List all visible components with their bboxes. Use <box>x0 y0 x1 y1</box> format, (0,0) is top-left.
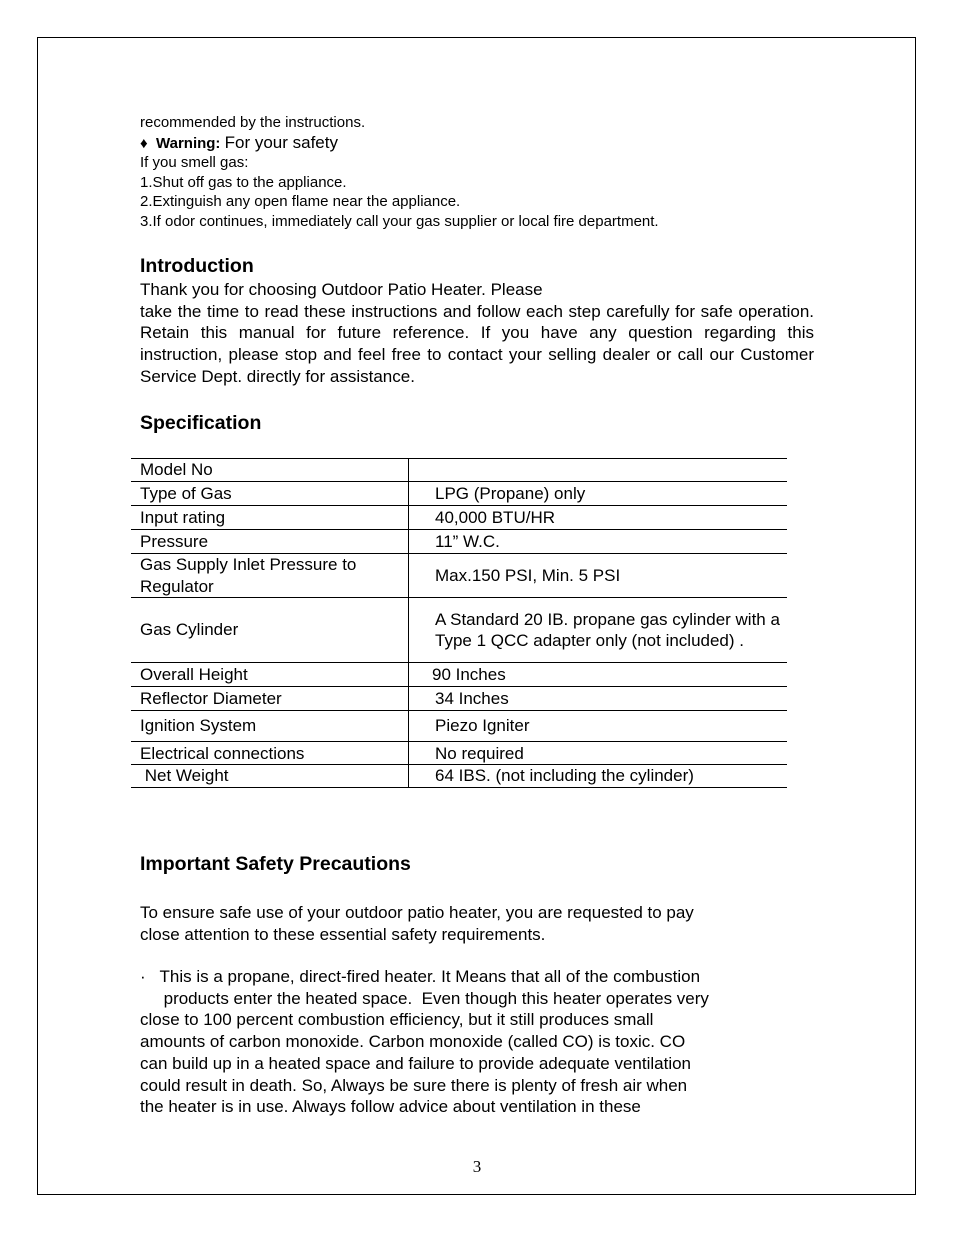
table-row <box>131 482 787 506</box>
safety-line: products enter the heated space. Even though this heater operates very <box>140 988 709 1008</box>
safety-intro-line: close attention to these essential safety requirements. <box>140 924 546 944</box>
spec-label: Reflector Diameter <box>131 687 409 711</box>
safety-line: · This is a propane, direct-fired heater. It Means that all of the combustion <box>140 967 701 986</box>
spec-label: Model No <box>131 459 409 482</box>
table-row <box>131 598 787 663</box>
spec-label: Gas Supply Inlet Pressure to Regulator <box>131 554 409 598</box>
step-2: 2.Extinguish any open flame near the appliance. <box>140 193 461 210</box>
spec-label: Pressure <box>131 530 409 554</box>
step-3: 3.If odor continues, immediately call your gas supplier or local fire department. <box>140 212 659 230</box>
table-row <box>131 765 787 788</box>
step-1: 1.Shut off gas to the appliance. <box>140 173 347 191</box>
introduction-body <box>140 279 814 388</box>
safety-intro-line: To ensure safe use of your outdoor patio heater, you are requested to pay <box>140 903 694 922</box>
diamond-bullet-icon: ♦ <box>140 134 148 152</box>
safety-line: can build up in a heated space and failure to provide adequate ventilation <box>140 1053 692 1073</box>
spec-value: No required <box>409 742 788 765</box>
spec-value: LPG (Propane) only <box>409 482 788 506</box>
spec-label: Net Weight <box>131 765 409 788</box>
safety-line: the heater is in use. Always follow advice about ventilation in these <box>140 1097 641 1117</box>
table-row <box>131 663 787 687</box>
warning-text: For your safety <box>224 132 338 152</box>
safety-line: close to 100 percent combustion efficiency, but it still produces small <box>140 1010 654 1030</box>
introduction-paragraph: take the time to read these instructions and follow each step carefully for safe operation. Retain this manual for future reference. If you have any question regarding this instruction, please stop and feel free to contact your selling dealer or call our Customer Service Dept. directly for assistance. <box>140 301 814 386</box>
introduction-heading: Introduction <box>140 255 254 277</box>
safety-line: could result in death. So, Always be sure there is plenty of fresh air when <box>140 1075 688 1095</box>
spec-value: 34 Inches <box>409 687 788 711</box>
spec-value: 11” W.C. <box>409 530 788 554</box>
spec-value <box>409 459 788 482</box>
warning-label: Warning: <box>156 134 221 152</box>
spec-value: A Standard 20 IB. propane gas cylinder with a Type 1 QCC adapter only (not included) . <box>409 598 788 663</box>
spec-label: Gas Cylinder <box>131 598 409 663</box>
gas-warning-notes <box>140 113 814 231</box>
warning-line <box>140 133 814 154</box>
spec-value: 90 Inches <box>409 663 788 687</box>
table-row <box>131 711 787 742</box>
spec-value: Piezo Igniter <box>409 711 788 742</box>
spec-label: Ignition System <box>131 711 409 742</box>
safety-heading: Important Safety Precautions <box>140 853 411 875</box>
smell-gas-line: If you smell gas: <box>140 154 249 171</box>
introduction-line: Thank you for choosing Outdoor Patio Heater. Please <box>140 280 543 299</box>
specification-heading: Specification <box>140 412 262 434</box>
safety-intro <box>140 902 814 945</box>
table-row <box>131 742 787 765</box>
spec-label: Input rating <box>131 506 409 530</box>
safety-line: amounts of carbon monoxide. Carbon monoxide (called CO) is toxic. CO <box>140 1032 686 1052</box>
table-row <box>131 459 787 482</box>
spec-label: Overall Height <box>131 663 409 687</box>
table-row <box>131 554 787 598</box>
spec-value: 40,000 BTU/HR <box>409 506 788 530</box>
table-row <box>131 530 787 554</box>
safety-bullet-paragraph <box>140 966 814 1118</box>
spec-value: Max.150 PSI, Min. 5 PSI <box>409 554 788 598</box>
specification-table <box>131 458 787 788</box>
spec-label: Electrical connections <box>131 742 409 765</box>
page-number: 3 <box>472 1157 482 1176</box>
spec-label: Type of Gas <box>131 482 409 506</box>
note-line: recommended by the instructions. <box>140 114 366 131</box>
table-row <box>131 506 787 530</box>
table-row <box>131 687 787 711</box>
spec-value: 64 IBS. (not including the cylinder) <box>409 765 788 788</box>
